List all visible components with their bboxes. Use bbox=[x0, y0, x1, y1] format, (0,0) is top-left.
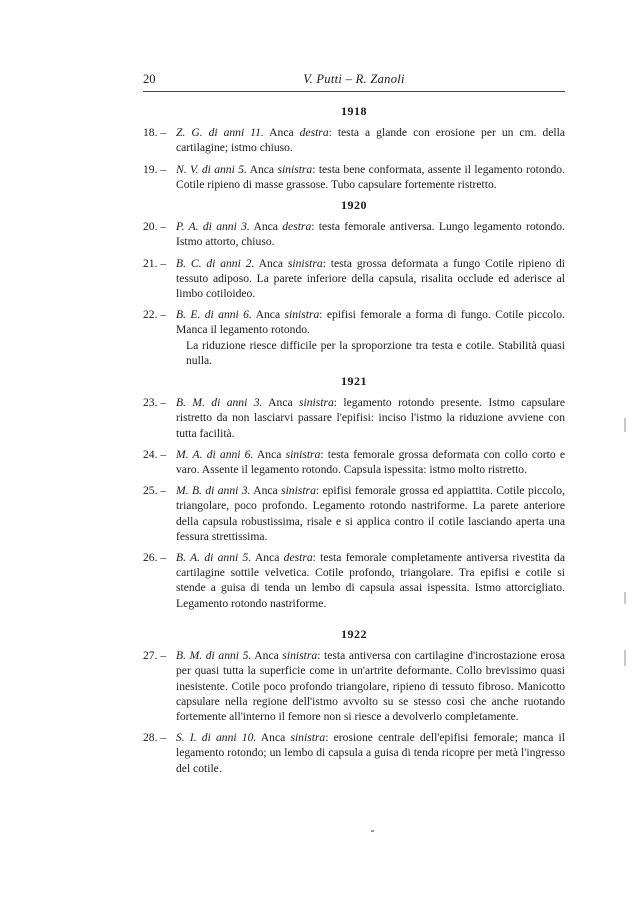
case-number: 19. – bbox=[143, 162, 167, 176]
scan-mark bbox=[624, 592, 626, 604]
case-description: : testa bene conformata, assente il legamento rotondo. Cotile ripieno di masse grassose. Tubo capsulare fortemente ristretto. bbox=[176, 162, 565, 191]
case-description: : epifisi femorale a forma di fungo. Cotile piccolo. Manca il legamento rotondo. bbox=[176, 308, 565, 337]
hip-label: Anca bbox=[250, 484, 282, 498]
hip-label: Anca bbox=[249, 220, 283, 234]
case-number: 20. – bbox=[143, 220, 167, 234]
hip-side: sinistra bbox=[287, 256, 323, 270]
case-number: 25. – bbox=[143, 484, 167, 498]
hip-side: sinistra bbox=[290, 731, 326, 745]
hip-side: sinistra bbox=[299, 396, 334, 410]
patient-id: P. A. di anni 3. bbox=[176, 220, 250, 234]
case-number: 22. – bbox=[143, 308, 167, 322]
patient-id: M. B. di anni 3. bbox=[176, 484, 251, 498]
case-number: 23. – bbox=[143, 396, 167, 410]
case-number: 18. – bbox=[143, 126, 167, 140]
patient-id: S. I. di anni 10. bbox=[176, 731, 257, 745]
case-entry bbox=[143, 550, 565, 611]
case-description: : testa femorale completamente antiversa rivestita da cartilagine sottile velvetica. Cotile profondo, triangolare. Tra epifisi e cotile si stende a guisa di tenda un lembo di capsula assai ispessita. Istmo attorcigliato. Legamento rotondo nastriforme. bbox=[176, 551, 565, 610]
patient-id: B. A. di anni 5. bbox=[176, 551, 252, 565]
case-entry bbox=[143, 125, 565, 155]
patient-id: M. A. di anni 6. bbox=[176, 447, 254, 461]
page-number: 20 bbox=[143, 72, 156, 86]
patient-id: B. M. di anni 3. bbox=[176, 396, 263, 410]
hip-side: destra bbox=[299, 126, 329, 140]
scan-mark bbox=[624, 418, 626, 432]
hip-label: Anca bbox=[251, 308, 285, 322]
hip-side: sinistra bbox=[282, 649, 318, 663]
year-heading: 1921 bbox=[341, 374, 367, 389]
hip-side: sinistra bbox=[285, 447, 321, 461]
case-entry bbox=[143, 395, 565, 441]
header-rule bbox=[143, 91, 565, 92]
case-entry bbox=[143, 256, 565, 302]
hip-label: Anca bbox=[251, 551, 284, 565]
case-description: : legamento rotondo presente. Istmo capsulare ristretto da non lasciarvi passare l'epifisi: inciso l'istmo la riduzione avviene con tutta facilità. bbox=[176, 396, 565, 440]
patient-id: B. M. di anni 5. bbox=[176, 649, 252, 663]
case-description: : testa antiversa con cartilagine d'incrostazione erosa per quasi tutta la superficie come in un'artrite deformante. Collo brevissimo quasi inesistente. Cotile poco profondo triangolare, ripieno di tessuto fibroso. Manicotto capsulare nella regione dell'istmo avvolto su se stesso così che anche ruotando fortemente all'interno il femore non si riesce a devolverlo completamente. bbox=[176, 649, 565, 723]
hip-side: sinistra bbox=[281, 484, 316, 498]
hip-label: Anca bbox=[262, 396, 299, 410]
case-entry bbox=[143, 219, 565, 249]
patient-id: N. V. di anni 5. bbox=[176, 162, 247, 176]
case-description: : testa a glande con erosione per un cm. della cartilagine; istmo chiuso. bbox=[176, 126, 565, 155]
year-heading: 1920 bbox=[341, 198, 367, 213]
patient-id: Z. G. di anni 11. bbox=[176, 126, 264, 140]
case-description: : testa femorale antiversa. Lungo legamento rotondo. Istmo attorto, chiuso. bbox=[176, 220, 565, 249]
hip-side: destra bbox=[282, 220, 312, 234]
hip-side: sinistra bbox=[277, 162, 313, 176]
patient-id: B. E. di anni 6. bbox=[176, 308, 252, 322]
patient-id: B. C. di anni 2. bbox=[176, 256, 255, 270]
case-number: 21. – bbox=[143, 256, 167, 270]
case-entry bbox=[143, 730, 565, 776]
running-title: V. Putti – R. Zanoli bbox=[303, 72, 405, 86]
case-list bbox=[143, 104, 565, 782]
hip-label: Anca bbox=[254, 256, 288, 270]
case-entry bbox=[143, 162, 565, 192]
case-entry bbox=[143, 307, 565, 368]
case-description: : erosione centrale dell'epifisi femorale; manca il legamento rotondo; un lembo di capsula a guisa di tenda ricopre per metà l'ingresso del cotile. bbox=[176, 731, 566, 775]
hip-label: Anca bbox=[251, 649, 283, 663]
scan-mark bbox=[624, 650, 626, 666]
case-entry bbox=[143, 648, 565, 724]
case-description: : testa femorale grossa deformata con collo corto e varo. Assente il legamento rotondo. Capsula ispessita: istmo molto ristretto. bbox=[176, 447, 565, 477]
case-number: 28. – bbox=[143, 731, 167, 745]
hip-side: destra bbox=[283, 551, 313, 565]
hip-label: Anca bbox=[246, 162, 278, 176]
hip-label: Anca bbox=[253, 447, 286, 461]
case-entry bbox=[143, 447, 565, 477]
case-description: : testa grossa deformata a fungo Cotile ripieno di tessuto adiposo. La parete inferiore della capsula, risalita occlude ed aderisce al limbo cotiloideo. bbox=[176, 256, 565, 301]
hip-label: Anca bbox=[263, 126, 300, 140]
hip-side: sinistra bbox=[284, 308, 320, 322]
case-continuation: La riduzione riesce difficile per la sproporzione tra testa e cotile. Stabilità quasi nulla. bbox=[186, 338, 565, 367]
case-entry bbox=[143, 483, 565, 544]
case-description: : epifisi femorale grossa ed appiattita. Cotile piccolo, triangolare, poco profondo. Legamento rotondo nastriforme. La parete anteriore della capsula robustissima, risale e si applica contro il cotile lasciando aperta una fessura strettissima. bbox=[176, 484, 565, 543]
case-number: 24. – bbox=[143, 447, 167, 461]
case-number: 27. – bbox=[143, 649, 167, 663]
page-header bbox=[143, 72, 565, 90]
case-number: 26. – bbox=[143, 551, 167, 565]
year-heading: 1922 bbox=[341, 626, 367, 641]
year-heading: 1918 bbox=[341, 104, 367, 118]
hip-label: Anca bbox=[256, 731, 291, 745]
scan-mark bbox=[371, 830, 374, 832]
